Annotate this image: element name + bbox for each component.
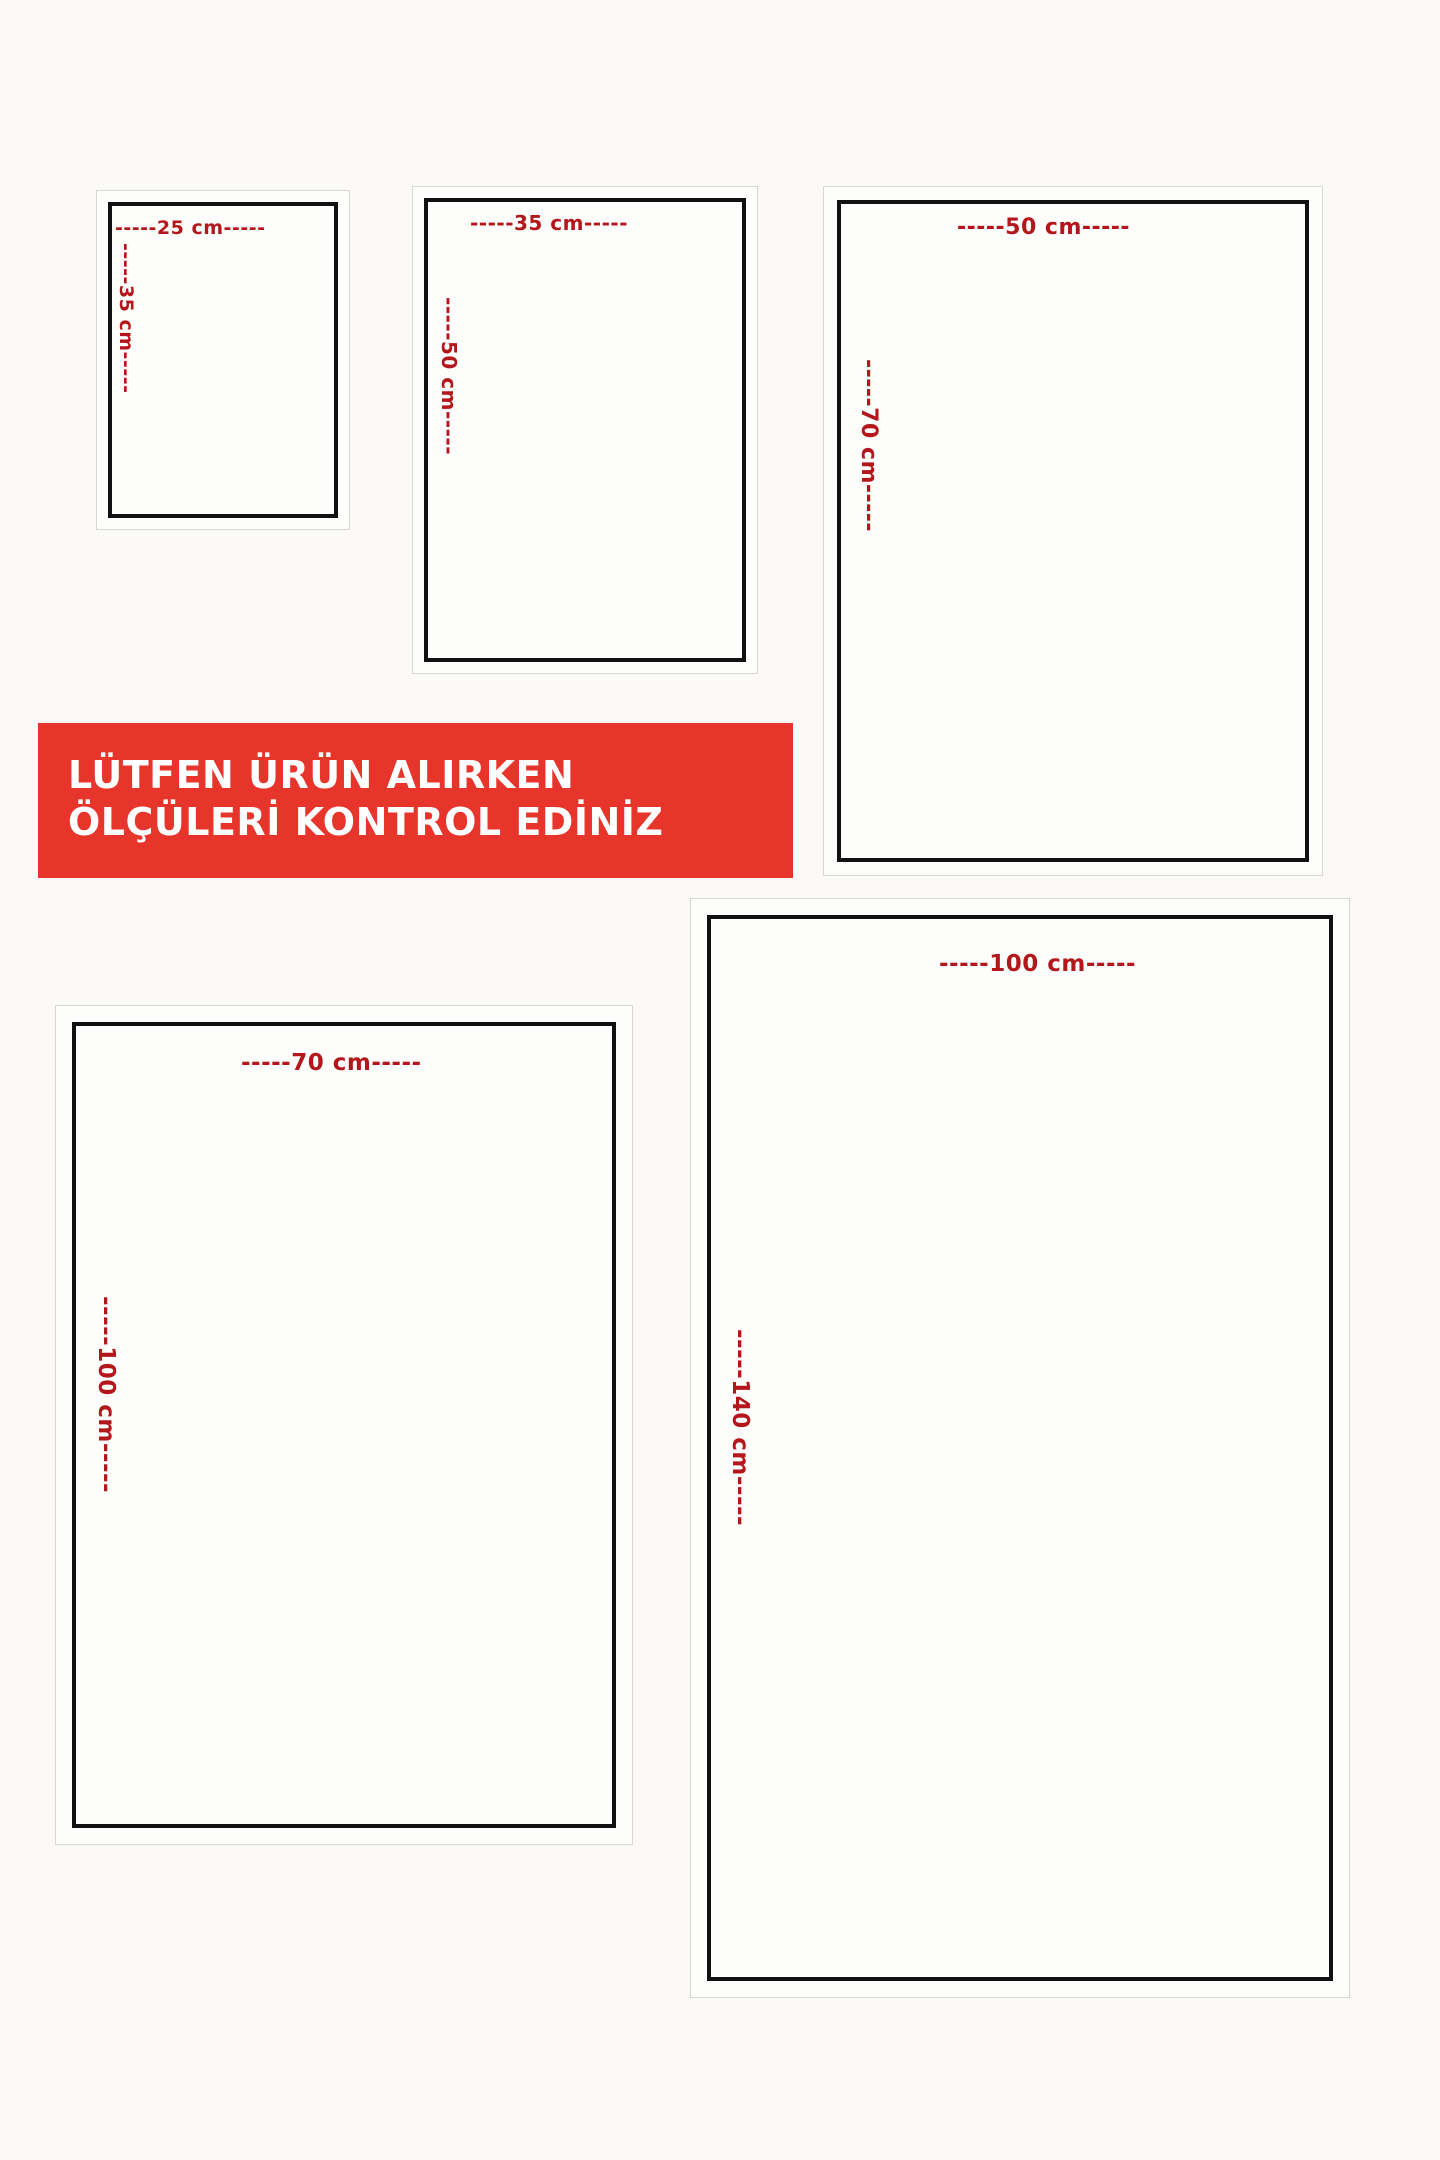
size-card-inner-100x140: [707, 915, 1333, 1981]
size-card-inner-50x70: [837, 200, 1309, 862]
size-card-70x100: [55, 1005, 633, 1845]
size-width-label-25x35: -----25 cm-----: [115, 217, 266, 239]
size-height-label-70x100: -----100 cm-----: [93, 1296, 119, 1494]
size-width-label-35x50: -----35 cm-----: [470, 211, 628, 235]
warning-banner: [38, 723, 793, 878]
size-card-100x140: [690, 898, 1350, 1998]
size-card-inner-70x100: [72, 1022, 616, 1828]
warning-banner-line-1: LÜTFEN ÜRÜN ALIRKEN: [68, 753, 575, 798]
warning-banner-line-2: ÖLÇÜLERİ KONTROL EDİNİZ: [68, 799, 664, 844]
size-width-label-50x70: -----50 cm-----: [957, 215, 1131, 240]
size-width-label-70x100: -----70 cm-----: [241, 1050, 422, 1076]
size-card-inner-35x50: [424, 198, 746, 662]
size-height-label-50x70: -----70 cm-----: [856, 359, 881, 533]
size-height-label-35x50: -----50 cm-----: [437, 297, 461, 455]
size-card-50x70: [823, 186, 1323, 876]
size-card-35x50: [412, 186, 758, 674]
size-width-label-100x140: -----100 cm-----: [939, 951, 1137, 977]
size-card-inner-25x35: [108, 202, 338, 518]
size-height-label-100x140: -----140 cm-----: [727, 1329, 753, 1527]
size-height-label-25x35: -----35 cm-----: [115, 243, 137, 394]
size-card-25x35: [96, 190, 350, 530]
